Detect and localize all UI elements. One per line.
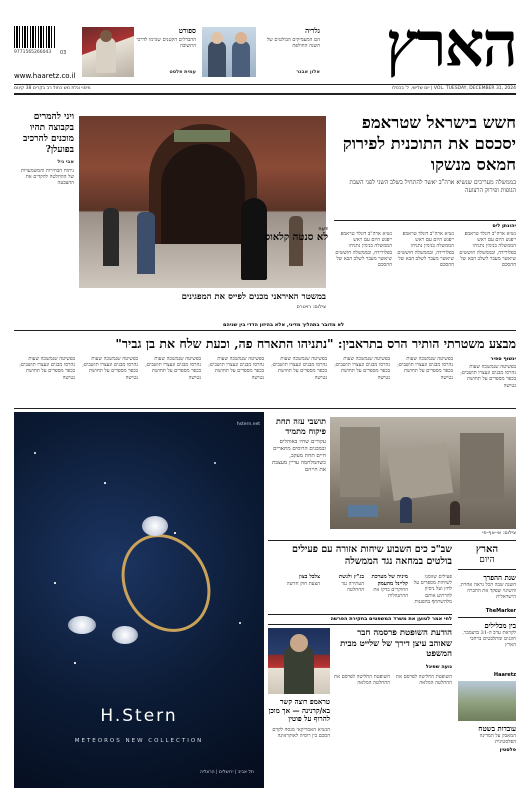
promo-sport-photo[interactable] [82,27,134,77]
lead-body-col-2: נשיא ארה"ב דונלד טראמפ ייפגש היום עם ראש הממשלה בנימין נתניהו בפלורידה, ובממשלה חוששים שיאשר מעבר לשלב הבא של ההסכם [397,231,454,269]
gaza-body: עקורים שחיו באוהלים ובמבנים הרוסים מתארים חיים תחת מעקב, כשהמלחמה עדיין מעצבת את חייהם [271,439,326,473]
lower-story[interactable] [334,628,452,670]
second-col-3: בפשיטה שנמשכה שעות נהרסו מבנים ונעצרו תושבים; בכפר מספרים על תחושת נטישה [334,356,390,381]
center-headline[interactable]: שב"כ כים השבוע שיחות אזורה עם פעילים בולטים במחאה נגד הממשלה [292,544,452,567]
promo-gallery-credit: אלון אבנר [296,69,320,75]
lower-byline: נועה שפיגל [425,663,452,670]
lead-body-col-3: נשיא ארה"ב דונלד טראמפ ייפגש היום עם ראש הממשלה בנימין נתניהו בפלורידה, ובממשלה חוששים שיאשר מעבר לשלב הבא של ההסכם [335,231,392,269]
gaza-photo[interactable] [330,417,516,529]
ad-collection: METEOROS NEW COLLECTION [74,738,204,744]
second-body [14,356,516,406]
column-box[interactable] [208,232,326,328]
ad-footer: תל אביב | ירושלים | הרצליה [199,770,254,775]
promo-gallery-photo[interactable] [202,27,256,77]
center-col-4-text: הצעת חוק חדשה [286,580,320,587]
lead-subhead: בממשלה מעריכים שנשיא ארה"ב יאשר להתחיל בשלב השני לפני השבת הגופות ופירוק הרצועה [349,179,516,194]
second-col-1: בפשיטה שנמשכה שעות נהרסו מבנים ונעצרו תושבים; בכפר מספרים על תחושת נטישה [460,364,516,389]
site-url[interactable]: www.haaretz.co.il [14,72,76,80]
promo-sport-kicker: ספורט [178,26,196,35]
promo-sport-text: ההבדלים הקטנים שגרמו לדרבי התשובה [136,37,196,50]
lead-photo-caption: במשטר האיראני מכנים לפייס את המפגינים [181,292,326,302]
promo-gallery-text: הם המעמיקים הבולטים של השנה החולפת [266,37,320,50]
issue-code: 03 [60,50,67,56]
column-text[interactable] [228,226,328,244]
side-body: ניתוח הבחירות והמשמעויות של ההחלטה להקדים את ההצבעה [20,168,74,187]
dateline-right: VOL. TUESDAY, DECEMBER 31, 2024 | יום שלישי, ל' בכסלו [392,86,516,91]
heyom-section-1-link[interactable]: TheMarker [485,608,516,614]
lower-body [334,674,452,788]
second-col-7: בפשיטה שנמשכה שעות נהרסו מבנים ונעצרו תושבים; בכפר מספרים על תחושת נטישה [82,356,138,381]
heyom-section-1-text: השנה שבה הכל נראה אחרת, והשינוי שפקד את החברה הישראלית [459,582,516,601]
center-strip[interactable]: לחי אמר לטוען את משרד המשפטים בחקירת הפרשה [330,616,452,622]
side-headline: ויני להמרים בקבוצה תהיו מוכנים להרכיב בפועלן? [23,112,74,155]
second-byline: ינשוף ספיר [490,356,516,362]
barcode-number: 9771565266043 [14,50,52,55]
center-col-3-title: בג"ץ ולגשת [338,574,364,580]
heyom-section-2-title: בין מכלילים [484,621,516,630]
lower-left-story[interactable] [268,698,330,775]
second-col-4: בפשיטה שנמשכה שעות נהרסו מבנים ונעצרו תושבים; בכפר מספרים על תחושת נטישה [271,356,327,381]
lead-body [334,223,516,327]
heyom-subtitle: היום [479,555,495,565]
lead-body-col-1: נשיא ארה"ב דונלד טראמפ ייפגש היום עם ראש הממשלה בנימין נתניהו בפלורידה, ובממשלה חוששים שיאשר מעבר לשלב הבא של ההסכם [459,231,516,269]
column-title: לא סנטה קלאוס [264,232,328,243]
gaza-story[interactable] [268,416,326,519]
lower-left-headline: טראמפ רוצה קשר בא/קרנינה — אך מוכן להרוף על פוטין [268,697,330,723]
center-col-3 [324,574,364,603]
jewelry-ad[interactable] [14,412,264,788]
lower-left-body: הנשיא האמריקאי מנסה לקדם הסכם בין רוסיה לאוקראינה [272,726,330,739]
center-col-2-title: מיניה של מערכת קליינל מהעמק [371,574,408,587]
promo-gallery-kicker: גלריה [305,26,320,35]
second-col-6: בפשיטה שנמשכה שעות נהרסו מבנים ונעצרו תושבים; בכפר מספרים על תחושת נטישה [145,356,201,381]
center-col-3-text: העתירה נגד ההחלטה [341,580,364,593]
lead-byline: יהונתן ליס [492,223,516,229]
ad-brand: H.Stern [100,706,178,726]
promo-sport[interactable] [136,26,196,75]
lead-photo-credit: צילום: רויטרס [296,304,326,310]
side-byline: אבי גיל [57,159,74,165]
gaza-headline: תושבי עזה תחת פיקוח מתמיד [276,416,326,436]
side-story[interactable] [14,112,74,308]
gaza-photo-credit: צילום: אי-אף-פי [482,530,516,536]
ad-side-text: hstern.net [236,422,260,427]
heyom-box[interactable] [458,544,516,788]
column-kicker: דעה [318,226,328,232]
center-col-1: פעילים שזומנו לשיחות מספרים על לחץ ועל ניסיון להרתיע אותם מלהשתתף בהפגנות [413,574,452,605]
strip-text[interactable]: לא מדובר בתהליך מדיני, אלא בהיזון הדדי בין שניהם [222,322,344,328]
center-col-4-title: צלבל בצון [299,574,320,580]
heyom-section-2-link[interactable]: Haaretz [493,672,516,678]
heyom-section-3-text: המאבק על המדינה הפלסטינית [479,733,516,746]
second-col-8: בפשיטה שנמשכה שעות נהרסו מבנים ונעצרו תושבים; בכפר מספרים על תחושת נטישה [19,356,75,381]
lower-col-2: השופטת החליטה לפרסם את ההחלטה המלאה [334,674,390,687]
lower-headline: הודעת השופטת פרסמה חבר שאוהב עיצן דירך של שלייט מבית המשפט [340,628,452,659]
heyom-photo[interactable] [458,681,516,721]
center-col-2-text: החוקרים בדקו את ההתנהלות [373,587,408,600]
heyom-section-2-text: לקראת ערב ה-31 בדצמבר, חוגגים ומתלבטים ברחבי הארץ [462,630,516,649]
earring-graphic [68,616,96,634]
heyom-section-1-title: שנת ההפרך [483,573,516,582]
promo-sport-credit: עמית פלסט [169,69,196,75]
masthead-logo[interactable]: הארץ [385,8,516,81]
zelensky-photo[interactable] [268,628,330,694]
second-col-5: בפשיטה שנמשכה שעות נהרסו מבנים ונעצרו תושבים; בכפר מספרים על תחושת נטישה [208,356,264,381]
lead-story[interactable] [334,112,516,195]
masthead [0,0,527,92]
promo-gallery[interactable] [260,26,320,75]
barcode-icon [14,26,56,48]
heyom-section-3-link[interactable]: פלסטין [499,747,516,753]
heyom-title: הארץ [475,544,499,555]
lower-col-1: השופטת החליטה לפרסם את ההחלטה המלאה [396,674,452,687]
center-col-4 [268,574,320,603]
second-col-2: בפשיטה שנמשכה שעות נהרסו מבנים ונעצרו תושבים; בכפר מספרים על תחושת נטישה [397,356,453,381]
center-col-2 [368,574,408,609]
lead-headline: חשש בישראל שטראמפ יסכסם את התוכנית לפירוק חמאס מנשקו [342,113,516,174]
second-headline[interactable]: מבצע משטרתי הותיר הרס בתראבין: "נתניהו התארח פה, וכעת שלח את בן גביר" [115,336,516,351]
heyom-section-3-title: עובדות בשטח [478,724,516,733]
dateline-left: מיסוי וגלת מש כחול רב בקרים 38 קינום [14,86,91,91]
